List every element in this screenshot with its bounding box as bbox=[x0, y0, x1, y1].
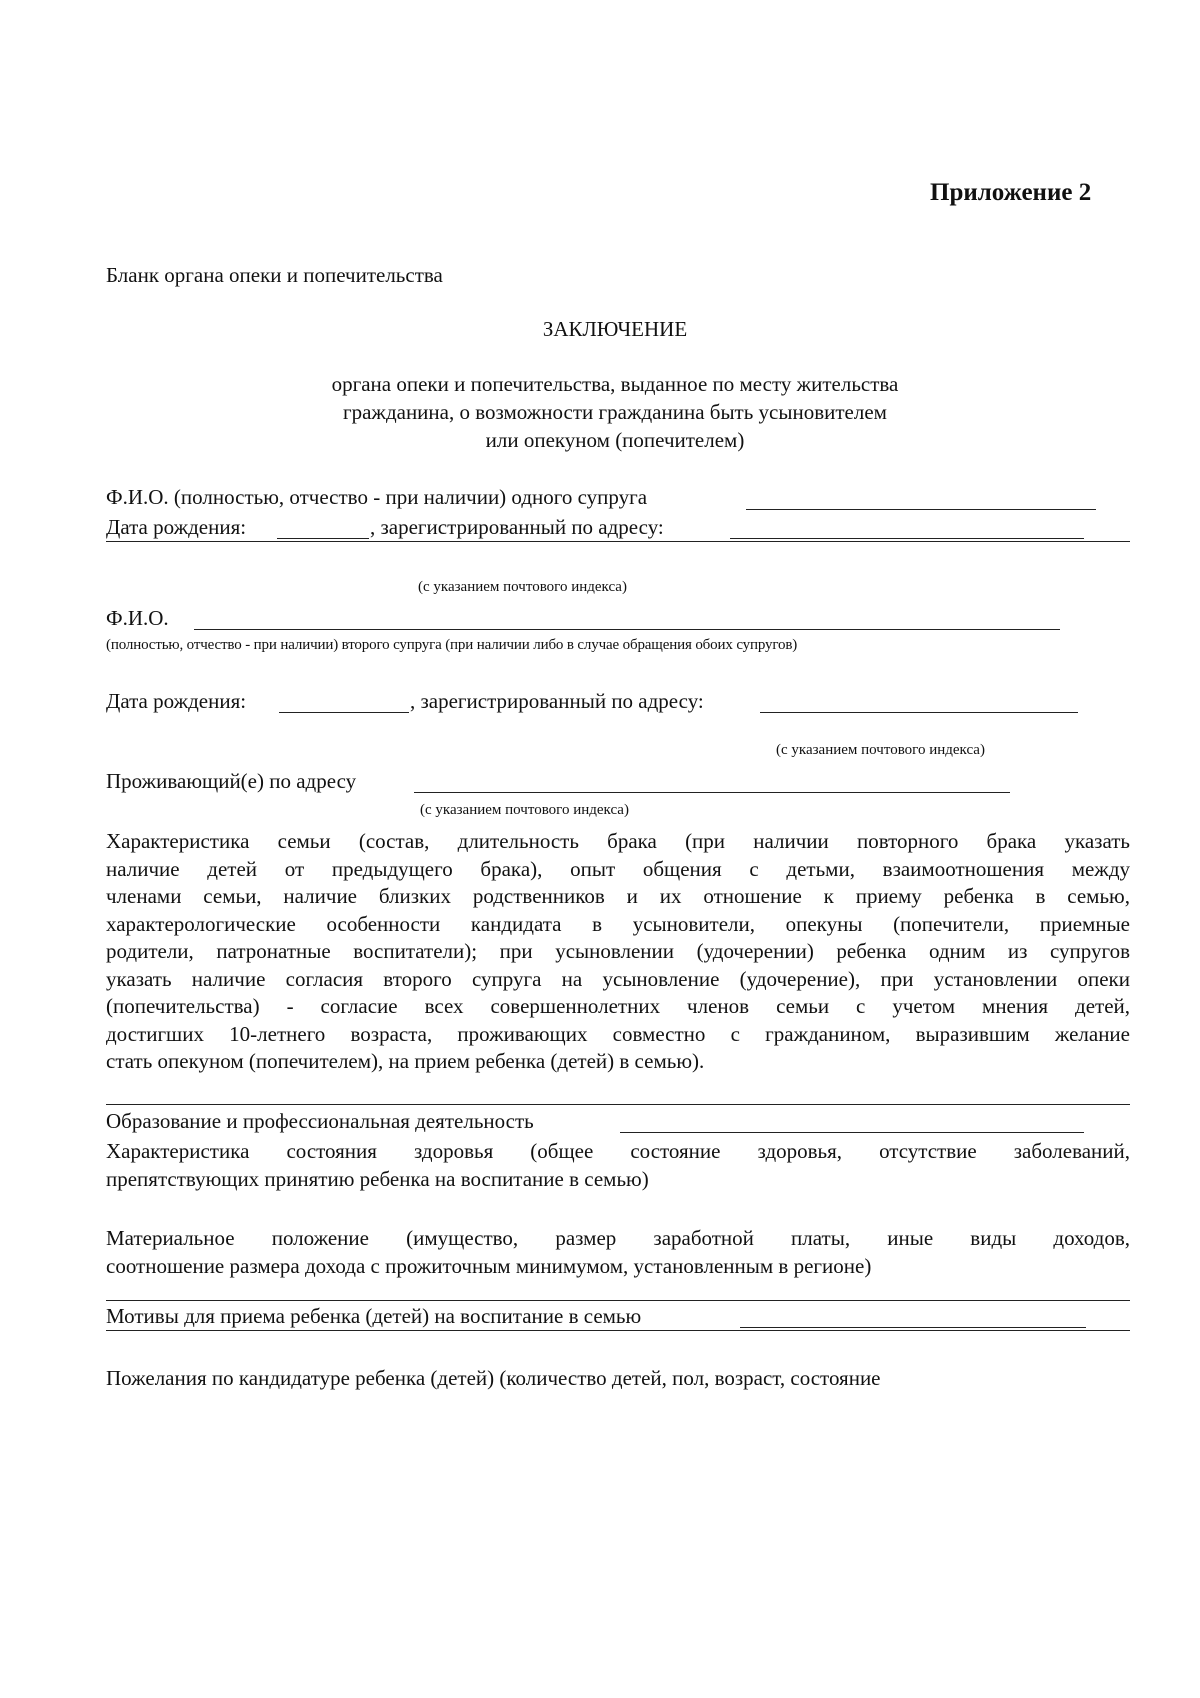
spouse2-birth-label: Дата рождения: bbox=[106, 689, 247, 713]
paragraph-line: наличие детей от предыдущего брака), опыт общения с детьми, взаимоотношения между bbox=[106, 856, 1130, 881]
paragraph-line: стать опекуном (попечителем), на прием ребенка (детей) в семью). bbox=[106, 1049, 705, 1073]
spouse2-fio-note: (полностью, отчество - при наличии) второго супруга (при наличии либо в случае обращения обоих супругов) bbox=[106, 637, 798, 653]
spouse2-fio-field[interactable] bbox=[194, 629, 1060, 630]
residence-label: Проживающий(е) по адресу bbox=[106, 769, 357, 793]
divider bbox=[106, 1300, 1130, 1301]
paragraph-line: достигших 10-летнего возраста, проживающих совместно с гражданином, выразившим желание bbox=[106, 1021, 1130, 1046]
spouse1-birth-field[interactable] bbox=[277, 538, 369, 539]
spouse1-fio-label: Ф.И.О. (полностью, отчество - при наличии) одного супруга bbox=[106, 485, 648, 509]
divider bbox=[106, 1104, 1130, 1105]
residence-address-field[interactable] bbox=[414, 792, 1010, 793]
paragraph-line: Материальное положение (имущество, размер заработной платы, иные виды доходов, bbox=[106, 1226, 1130, 1250]
form-header: Бланк органа опеки и попечительства bbox=[106, 263, 443, 287]
wishes-label: Пожелания по кандидатуре ребенка (детей) (количество детей, пол, возраст, состояние bbox=[106, 1366, 881, 1390]
divider bbox=[106, 1330, 1130, 1331]
paragraph-line: соотношение размера дохода с прожиточным минимумом, установленным в регионе) bbox=[106, 1253, 872, 1278]
spouse2-registered-label: , зарегистрированный по адресу: bbox=[410, 689, 704, 713]
residence-postcode-note: (с указанием почтового индекса) bbox=[420, 802, 629, 818]
education-field[interactable] bbox=[620, 1132, 1084, 1133]
family-characteristics-paragraph bbox=[106, 828, 1130, 1076]
paragraph-line: препятствующих принятию ребенка на воспитание в семью) bbox=[106, 1166, 649, 1191]
document-title: ЗАКЛЮЧЕНИЕ bbox=[542, 317, 688, 341]
material-paragraph bbox=[106, 1225, 1130, 1280]
spouse1-registered-label: , зарегистрированный по адресу: bbox=[370, 515, 664, 539]
spouse2-address-field[interactable] bbox=[760, 712, 1078, 713]
subtitle-line: органа опеки и попечительства, выданное по месту жительства bbox=[331, 372, 899, 396]
spouse2-postcode-note: (с указанием почтового индекса) bbox=[776, 742, 985, 758]
health-paragraph bbox=[106, 1138, 1130, 1193]
spouse1-birth-label: Дата рождения: bbox=[106, 515, 247, 539]
motives-label: Мотивы для приема ребенка (детей) на воспитание в семью bbox=[106, 1304, 642, 1328]
paragraph-line: (попечительства) - согласие всех совершеннолетних членов семьи с учетом мнения детей, bbox=[106, 994, 1130, 1018]
document-subtitle bbox=[0, 370, 1200, 454]
paragraph-line: Характеристика семьи (состав, длительность брака (при наличии повторного брака указать bbox=[106, 829, 1130, 853]
subtitle-line: гражданина, о возможности гражданина быть усыновителем bbox=[343, 400, 887, 424]
education-label: Образование и профессиональная деятельность bbox=[106, 1109, 534, 1133]
spouse1-fio-field[interactable] bbox=[746, 509, 1096, 510]
paragraph-line: характерологические особенности кандидата в усыновители, опекуны (попечители, приемные bbox=[106, 911, 1130, 936]
divider bbox=[106, 541, 1130, 542]
motives-field[interactable] bbox=[740, 1327, 1086, 1328]
spouse1-address-field[interactable] bbox=[730, 538, 1084, 539]
appendix-label: Приложение 2 bbox=[930, 179, 1092, 206]
paragraph-line: родители, патронатные воспитатели); при усыновлении (удочерении) ребенка одним из супругов bbox=[106, 939, 1130, 963]
spouse2-fio-label: Ф.И.О. bbox=[106, 606, 169, 630]
paragraph-line: Характеристика состояния здоровья (общее состояние здоровья, отсутствие заболеваний, bbox=[106, 1139, 1130, 1163]
spouse2-birth-field[interactable] bbox=[279, 712, 409, 713]
spouse1-postcode-note: (с указанием почтового индекса) bbox=[418, 579, 627, 595]
subtitle-line: или опекуном (попечителем) bbox=[485, 428, 745, 452]
paragraph-line: указать наличие согласия второго супруга на усыновление (удочерение), при установлении опеки bbox=[106, 966, 1130, 991]
paragraph-line: членами семьи, наличие близких родственников и их отношение к приему ребенка в семью, bbox=[106, 884, 1130, 908]
